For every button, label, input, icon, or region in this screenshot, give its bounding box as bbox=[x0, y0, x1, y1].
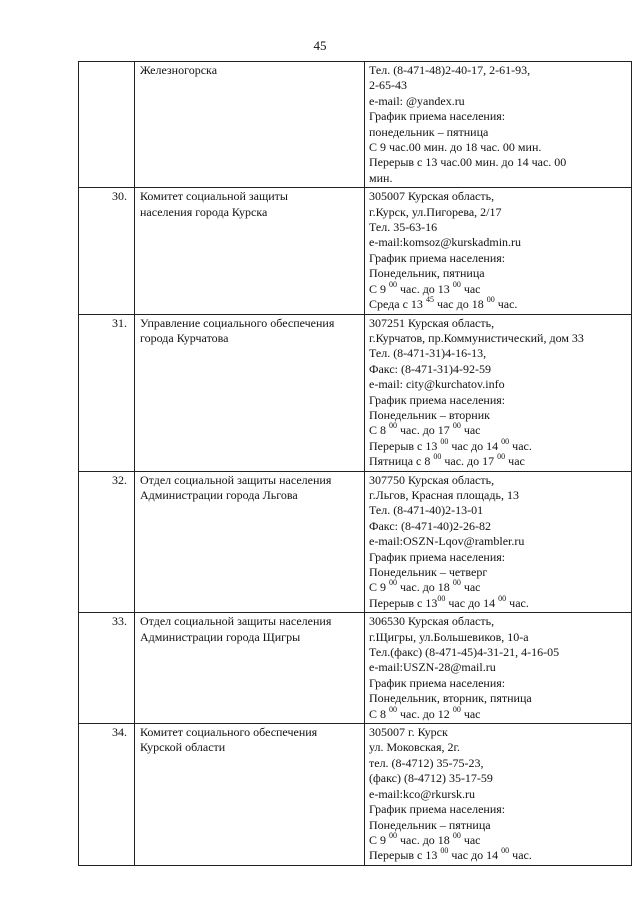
organization-name-line: Комитет социального обеспечения bbox=[140, 725, 318, 740]
contact-detail-line: 307251 Курская область, bbox=[369, 315, 495, 330]
superscript-minutes: 00 bbox=[497, 452, 506, 462]
superscript-minutes: 00 bbox=[498, 593, 507, 603]
organization-name-line: населения города Курска bbox=[140, 204, 268, 219]
table-row bbox=[79, 613, 632, 724]
organization-name-line: Отдел социальной защиты населения bbox=[140, 614, 332, 629]
contact-detail-line: Тел. (8-471-40)2-13-01 bbox=[369, 503, 484, 518]
organization-name-line: Администрации города Щигры bbox=[140, 629, 301, 644]
contact-detail-line: Перерыв с 13 $^{00}$ час до 14 $^{00}$ час. bbox=[369, 846, 532, 863]
contact-details bbox=[365, 471, 632, 613]
contact-detail-line: Перерыв с 13 $^{00}$ час до 14 $^{00}$ час. bbox=[369, 436, 532, 453]
contact-detail-line: Среда с 13 $^{45}$ час до 18 $^{00}$ час. bbox=[369, 295, 518, 312]
contact-detail-line: График приема населения: bbox=[369, 109, 506, 124]
superscript-minutes: 00 bbox=[452, 421, 461, 431]
contact-detail-line: С 9 $^{00}$ час. до 18 $^{00}$ час bbox=[369, 830, 481, 847]
row-number: 33. bbox=[79, 613, 135, 724]
contact-detail-line: мин. bbox=[369, 170, 393, 185]
contact-details bbox=[365, 724, 632, 866]
contact-detail-line: График приема населения: bbox=[369, 250, 506, 265]
contact-detail-line: Понедельник, вторник, пятница bbox=[369, 691, 532, 706]
contact-detail-line: г.Льгов, Красная площадь, 13 bbox=[369, 487, 519, 502]
contact-detail-line: Перерыв с 13 час.00 мин. до 14 час. 00 bbox=[369, 155, 567, 170]
contact-detail-line: Понедельник – четверг bbox=[369, 565, 488, 579]
table-row bbox=[79, 314, 632, 471]
superscript-minutes: 00 bbox=[486, 295, 495, 305]
row-number: 34. bbox=[79, 724, 135, 866]
contact-detail-line: Пятница с 8 $^{00}$ час. до 17 $^{00}$ час bbox=[369, 452, 525, 469]
contact-detail-line: 307750 Курская область, bbox=[369, 472, 495, 487]
organization-name bbox=[135, 613, 365, 724]
row-number: 32. bbox=[79, 471, 135, 613]
superscript-minutes: 00 bbox=[389, 578, 398, 588]
superscript-minutes: 00 bbox=[452, 704, 461, 714]
contact-details bbox=[365, 613, 632, 724]
organization-name bbox=[135, 314, 365, 471]
superscript-minutes: 00 bbox=[440, 846, 449, 856]
table-row bbox=[79, 188, 632, 314]
table-row bbox=[79, 471, 632, 613]
superscript-minutes: 00 bbox=[452, 279, 461, 289]
organization-name bbox=[135, 724, 365, 866]
contact-detail-line: График приема населения: bbox=[369, 802, 506, 817]
page-number: 45 bbox=[313, 38, 327, 53]
contact-detail-line: г.Щигры, ул.Большевиков, 10-а bbox=[369, 629, 529, 644]
contacts-table bbox=[78, 61, 632, 866]
table-row bbox=[79, 62, 632, 188]
contact-detail-line: e-mail: city@kurchatov.info bbox=[369, 377, 505, 392]
table-row bbox=[79, 724, 632, 866]
contact-detail-line: Тел. 35-63-16 bbox=[369, 220, 438, 235]
contact-detail-line: Понедельник – вторник bbox=[369, 407, 490, 422]
contact-detail-line: Тел.(факс) (8-471-45)4-31-21, 4-16-05 bbox=[369, 645, 560, 660]
contact-detail-line: Понедельник, пятница bbox=[369, 266, 485, 281]
organization-name-line: Курской области bbox=[140, 740, 226, 755]
contact-detail-line: С 8 $^{00}$ час. до 17 $^{00}$ час bbox=[369, 421, 481, 438]
contact-detail-line: e-mail:USZN-28@mail.ru bbox=[369, 660, 496, 675]
contact-detail-line: понедельник – пятница bbox=[369, 124, 489, 139]
contact-detail-line: График приема населения: bbox=[369, 675, 506, 690]
contact-detail-line: e-mail: @yandex.ru bbox=[369, 93, 465, 108]
organization-name-line: Администрации города Льгова bbox=[140, 487, 298, 502]
superscript-minutes: 00 bbox=[452, 578, 461, 588]
organization-name bbox=[135, 62, 365, 188]
organization-name bbox=[135, 471, 365, 613]
contact-detail-line: e-mail:kco@rkursk.ru bbox=[369, 786, 476, 801]
contact-details bbox=[365, 314, 632, 471]
organization-name-line: Управление социального обеспечения bbox=[140, 315, 335, 330]
superscript-minutes: 00 bbox=[389, 704, 398, 714]
contact-detail-line: Факс: (8-471-40)2-26-82 bbox=[369, 518, 491, 533]
row-number: 31. bbox=[79, 314, 135, 471]
superscript-minutes: 00 bbox=[389, 830, 398, 840]
contact-detail-line: График приема населения: bbox=[369, 549, 506, 564]
organization-name-line: Отдел социальной защиты населения bbox=[140, 472, 332, 487]
organization-name-line: города Курчатова bbox=[140, 330, 229, 345]
contact-detail-line: С 9 час.00 мин. до 18 час. 00 мин. bbox=[369, 140, 542, 155]
organization-name-line: Железногорска bbox=[140, 63, 218, 77]
superscript-minutes: 00 bbox=[501, 846, 510, 856]
contact-detail-line: e-mail:OSZN-Lqov@rambler.ru bbox=[369, 534, 525, 549]
contact-detail-line: С 9 $^{00}$ час. до 18 $^{00}$ час bbox=[369, 578, 481, 595]
contact-detail-line: Перерыв с $13^{00}$ час до 14 $^{00}$ час. bbox=[369, 593, 529, 610]
contact-detail-line: Тел. (8-471-31)4-16-13, bbox=[369, 346, 487, 361]
contact-detail-line: Факс: (8-471-31)4-92-59 bbox=[369, 361, 491, 376]
contacts-table-body bbox=[79, 62, 632, 866]
superscript-minutes: 00 bbox=[437, 593, 446, 603]
contact-detail-line: Понедельник – пятница bbox=[369, 817, 491, 832]
row-number: 30. bbox=[79, 188, 135, 314]
row-number bbox=[79, 62, 135, 188]
contact-detail-line: г.Курчатов, пр.Коммунистический, дом 33 bbox=[369, 330, 584, 345]
contact-detail-line: С 8 $^{00}$ час. до 12 $^{00}$ час bbox=[369, 704, 481, 721]
contact-detail-line: График приема населения: bbox=[369, 392, 506, 407]
organization-name bbox=[135, 188, 365, 314]
contact-detail-line: 305007 Курская область, bbox=[369, 189, 495, 204]
contact-detail-line: (факс) (8-4712) 35-17-59 bbox=[369, 771, 493, 786]
superscript-minutes: 00 bbox=[440, 436, 449, 446]
superscript-minutes: 00 bbox=[389, 421, 398, 431]
contact-detail-line: г.Курск, ул.Пигорева, 2/17 bbox=[369, 204, 502, 219]
contact-detail-line: ул. Моковская, 2г. bbox=[369, 740, 461, 755]
contact-details bbox=[365, 62, 632, 188]
superscript-minutes: 00 bbox=[452, 830, 461, 840]
contact-detail-line: e-mail:komsoz@kurskadmin.ru bbox=[369, 235, 522, 250]
contact-detail-line: 2-65-43 bbox=[369, 78, 407, 93]
superscript-minutes: 00 bbox=[389, 279, 398, 289]
contact-detail-line: тел. (8-4712) 35-75-23, bbox=[369, 755, 484, 770]
organization-name-line: Комитет социальной защиты bbox=[140, 189, 288, 204]
superscript-minutes: 00 bbox=[501, 436, 510, 446]
superscript-minutes: 00 bbox=[433, 452, 442, 462]
contact-details bbox=[365, 188, 632, 314]
superscript-minutes: 45 bbox=[425, 295, 434, 305]
contact-detail-line: Тел. (8-471-48)2-40-17, 2-61-93, bbox=[369, 63, 531, 77]
contact-detail-line: С 9 $^{00}$ час. до 13 $^{00}$ час bbox=[369, 279, 481, 296]
contact-detail-line: 306530 Курская область, bbox=[369, 614, 495, 629]
contact-detail-line: 305007 г. Курск bbox=[369, 725, 448, 740]
